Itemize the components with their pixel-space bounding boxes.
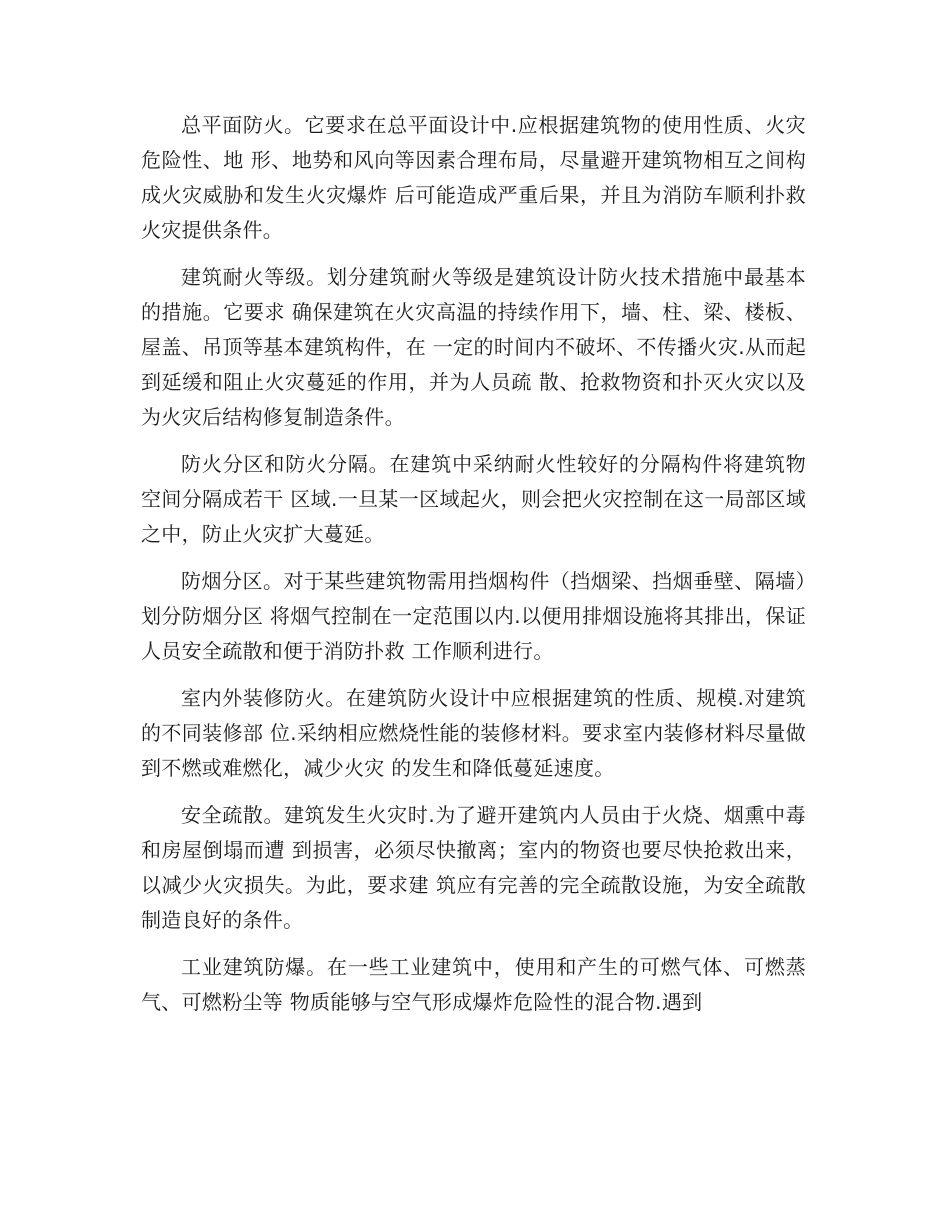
paragraph-site-plan-fire-prevention: 总平面防火。它要求在总平面设计中.应根据建筑物的使用性质、火灾危险性、地 形、地势和风向等因素合理布局，尽量避开建筑物相互之间构成火灾威胁和发生火灾爆炸 后可能造成严重后果，并且为消防车顺利扑救火灾提供条件。 — [141, 113, 806, 242]
paragraph-industrial-explosion-prevention: 工业建筑防爆。在一些工业建筑中，使用和产生的可燃气体、可燃蒸气、可燃粉尘等 物质能够与空气形成爆炸危险性的混合物.遇到 — [141, 955, 806, 1014]
paragraph-fire-resistance-rating: 建筑耐火等级。划分建筑耐火等级是建筑设计防火技术措施中最基本的措施。它要求 确保建筑在火灾高温的持续作用下，墙、柱、梁、楼板、屋盖、吊顶等基本建筑构件，在 一定的时间内不破坏、不传播火灾.从而起到延缓和阻止火灾蔓延的作用，并为人员疏 散、抢救物资和扑灭火灾以及为火灾后结构修复制造条件。 — [141, 265, 806, 429]
paragraph-fire-compartments: 防火分区和防火分隔。在建筑中采纳耐火性较好的分隔构件将建筑物空间分隔成若干 区域.一旦某一区域起火，则会把火灾控制在这一局部区域之中，防止火灾扩大蔓延。 — [141, 452, 806, 546]
paragraph-smoke-compartments: 防烟分区。对于某些建筑物需用挡烟构件（挡烟梁、挡烟垂壁、隔墙）划分防烟分区 将烟气控制在一定范围以内.以便用排烟设施将其排出，保证人员安全疏散和便于消防扑救 工作顺利进行。 — [141, 569, 806, 663]
document-body — [141, 108, 806, 1032]
paragraph-decoration-fire-prevention: 室内外装修防火。在建筑防火设计中应根据建筑的性质、规模.对建筑的不同装修部 位.采纳相应燃烧性能的装修材料。要求室内装修材料尽量做到不燃或难燃化，减少火灾 的发生和降低蔓延速度。 — [141, 686, 806, 780]
paragraph-safe-evacuation: 安全疏散。建筑发生火灾时.为了避开建筑内人员由于火烧、烟熏中毒和房屋倒塌而遭 到损害，必须尽快撤离；室内的物资也要尽快抢救出来，以减少火灾损失。为此，要求建 筑应有完善的完全疏散设施，为安全疏散制造良好的条件。 — [141, 803, 806, 932]
